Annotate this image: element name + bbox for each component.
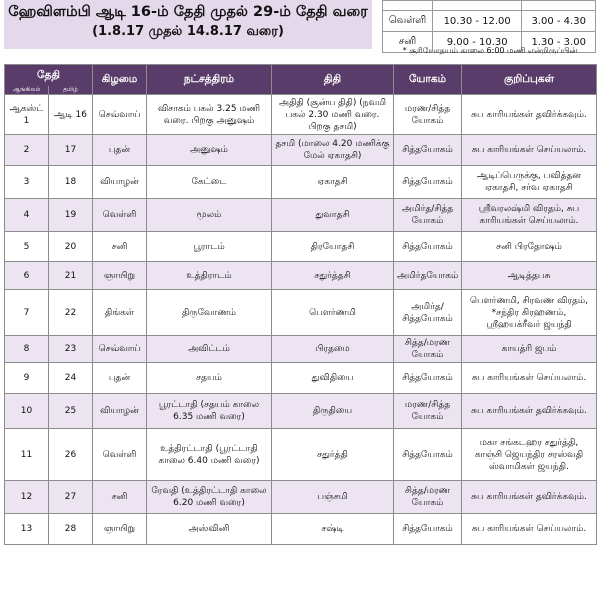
time-slot-cell	[522, 1, 596, 11]
tamil-date-cell: 20	[49, 232, 93, 262]
yogam-cell: சித்த/மரண யோகம்	[394, 336, 462, 363]
notes-cell: சுப காரியங்கள் செய்யலாம்.	[462, 135, 597, 166]
column-header-date: தேதி	[5, 65, 93, 86]
tithi-cell: திருதியை	[272, 394, 394, 429]
tithi-cell: துவாதசி	[272, 199, 394, 232]
table-row	[5, 166, 597, 199]
tithi-cell: தசமி (மாலை 4.20 மணிக்கு மேல் ஏகாதசி)	[272, 135, 394, 166]
tithi-cell: திரயோதசி	[272, 232, 394, 262]
column-subheader-english-date: ஆங்கிலம்	[5, 86, 49, 95]
time-slot-cell: 9.00 - 10.30	[433, 32, 522, 53]
star-cell: திருவோணம்	[147, 290, 272, 336]
time-row	[383, 1, 596, 11]
calendar-table	[4, 64, 597, 545]
time-slot-cell: 3.00 - 4.30	[522, 11, 596, 32]
table-row	[5, 290, 597, 336]
yogam-cell: அமிர்தயோகம்	[394, 262, 462, 290]
tithi-cell: பௌர்ணமி	[272, 290, 394, 336]
table-row	[5, 336, 597, 363]
star-cell: உத்திரட்டாதி (பூரட்டாதி காலை 6.40 மணி வரை)	[147, 429, 272, 481]
star-cell: அவிட்டம்	[147, 336, 272, 363]
time-slot-cell: 1.30 - 3.00	[522, 32, 596, 53]
tithi-cell: சதுர்த்தி	[272, 429, 394, 481]
tamil-date-cell: 26	[49, 429, 93, 481]
time-day-cell: சனி	[383, 32, 433, 53]
time-day-cell	[383, 1, 433, 11]
tithi-cell: சஷ்டி	[272, 514, 394, 545]
yogam-cell: சித்தயோகம்	[394, 232, 462, 262]
notes-cell: சனி பிரதோஷம்	[462, 232, 597, 262]
time-day-cell: வெள்ளி	[383, 11, 433, 32]
star-cell: உத்திராடம்	[147, 262, 272, 290]
table-row	[5, 262, 597, 290]
yogam-cell: சித்தயோகம்	[394, 166, 462, 199]
tamil-date-cell: 19	[49, 199, 93, 232]
day-cell: புதன்	[93, 363, 147, 394]
notes-cell: சுப காரியங்கள் தவிர்க்கவும்.	[462, 481, 597, 514]
yogam-cell: சித்தயோகம்	[394, 363, 462, 394]
day-cell: வெள்ளி	[93, 199, 147, 232]
day-cell: வியாழன்	[93, 394, 147, 429]
tithi-cell: சதுர்த்தசி	[272, 262, 394, 290]
yogam-cell: அமிர்த/ சித்தயோகம்	[394, 290, 462, 336]
english-date-cell: 12	[5, 481, 49, 514]
yogam-cell: மரண/சித்த யோகம்	[394, 394, 462, 429]
column-header-day: கிழமை	[93, 65, 147, 95]
table-row	[5, 199, 597, 232]
title-box	[4, 0, 372, 49]
column-header-tithi: திதி	[272, 65, 394, 95]
yogam-cell: சித்த/மரண யோகம்	[394, 481, 462, 514]
notes-cell: காயத்ரி ஜபம்	[462, 336, 597, 363]
table-row	[5, 394, 597, 429]
english-date-cell: 11	[5, 429, 49, 481]
star-cell: அஸ்வினி	[147, 514, 272, 545]
table-row	[5, 232, 597, 262]
yogam-cell: அமிர்த/சித்த யோகம்	[394, 199, 462, 232]
tamil-date-cell: 23	[49, 336, 93, 363]
table-row	[5, 363, 597, 394]
tamil-date-cell: 28	[49, 514, 93, 545]
page-subtitle: (1.8.17 முதல் 14.8.17 வரை)	[92, 24, 284, 39]
day-cell: புதன்	[93, 135, 147, 166]
yogam-cell: சித்தயோகம்	[394, 429, 462, 481]
yogam-cell: சித்தயோகம்	[394, 135, 462, 166]
tamil-date-cell: 18	[49, 166, 93, 199]
day-cell: செவ்வாய்	[93, 95, 147, 135]
day-cell: ஞாயிறு	[93, 262, 147, 290]
table-row	[5, 481, 597, 514]
tamil-date-cell: 25	[49, 394, 93, 429]
english-date-cell: 4	[5, 199, 49, 232]
star-cell: கேட்டை	[147, 166, 272, 199]
tithi-cell: அதிதி (சூன்ய திதி) (நவமி பகல் 2.30 மணி வரை. பிறகு தசமி)	[272, 95, 394, 135]
english-date-cell: 10	[5, 394, 49, 429]
english-date-cell: 6	[5, 262, 49, 290]
column-header-notes: குறிப்புகள்	[462, 65, 597, 95]
tithi-cell: பிரதமை	[272, 336, 394, 363]
tamil-date-cell: ஆடி 16	[49, 95, 93, 135]
english-date-cell: 2	[5, 135, 49, 166]
english-date-cell: 9	[5, 363, 49, 394]
day-cell: சனி	[93, 481, 147, 514]
notes-cell: ஆடித்தபசு	[462, 262, 597, 290]
day-cell: செவ்வாய்	[93, 336, 147, 363]
notes-cell: சுப காரியங்கள் தவிர்க்கவும்.	[462, 394, 597, 429]
english-date-cell: 5	[5, 232, 49, 262]
tithi-cell: பஞ்சமி	[272, 481, 394, 514]
day-cell: திங்கள்	[93, 290, 147, 336]
time-row	[383, 11, 596, 32]
notes-cell: மகா சங்கடஹர சதுர்த்தி, காஞ்சி ஜெயந்திர சரஸ்வதி ஸ்வாமிகள் ஜயந்தி.	[462, 429, 597, 481]
day-cell: ஞாயிறு	[93, 514, 147, 545]
column-header-star: நட்சத்திரம்	[147, 65, 272, 95]
table-row	[5, 429, 597, 481]
star-cell: பூராடம்	[147, 232, 272, 262]
star-cell: மூலம்	[147, 199, 272, 232]
notes-cell: ஆடிப்பெருக்கு, பவித்தன ஏகாதசி, சர்வ ஏகாதசி	[462, 166, 597, 199]
day-cell: சனி	[93, 232, 147, 262]
page-title: ஹேவிளம்பி ஆடி 16-ம் தேதி முதல் 29-ம் தேதி வரை	[8, 4, 368, 20]
day-cell: வியாழன்	[93, 166, 147, 199]
star-cell: விசாகம் பகல் 3.25 மணி வரை. பிறகு அனுஷம்	[147, 95, 272, 135]
column-header-yogam: யோகம்	[394, 65, 462, 95]
tamil-date-cell: 24	[49, 363, 93, 394]
tamil-date-cell: 27	[49, 481, 93, 514]
tamil-date-cell: 21	[49, 262, 93, 290]
tamil-date-cell: 17	[49, 135, 93, 166]
sunrise-footnote: * சூரியோதயம் காலை 6:00 மணி என்றிருப்பின்	[402, 46, 578, 55]
english-date-cell: ஆகஸ்ட் 1	[5, 95, 49, 135]
notes-cell: சுப காரியங்கள் செய்யலாம்.	[462, 363, 597, 394]
english-date-cell: 8	[5, 336, 49, 363]
notes-cell: சுப காரியங்கள் செய்யலாம்.	[462, 514, 597, 545]
tithi-cell: துவிதியை	[272, 363, 394, 394]
tamil-date-cell: 22	[49, 290, 93, 336]
english-date-cell: 13	[5, 514, 49, 545]
star-cell: சதயம்	[147, 363, 272, 394]
yogam-cell: சித்தயோகம்	[394, 514, 462, 545]
english-date-cell: 7	[5, 290, 49, 336]
star-cell: ரேவதி (உத்திரட்டாதி காலை 6.20 மணி வரை)	[147, 481, 272, 514]
time-slot-cell	[433, 1, 522, 11]
star-cell: பூரட்டாதி (சதயம் காலை 6.35 மணி வரை)	[147, 394, 272, 429]
table-row	[5, 95, 597, 135]
column-subheader-tamil-date: தமிழ்	[49, 86, 93, 95]
time-slot-cell: 10.30 - 12.00	[433, 11, 522, 32]
notes-cell: சுப காரியங்கள் தவிர்க்கவும்.	[462, 95, 597, 135]
yogam-cell: மரண/சித்த யோகம்	[394, 95, 462, 135]
star-cell: அனுஷம்	[147, 135, 272, 166]
tithi-cell: ஏகாதசி	[272, 166, 394, 199]
table-row	[5, 135, 597, 166]
table-row	[5, 514, 597, 545]
notes-cell: ஸ்ரீவரலஷ்மி விரதம், சுப காரியங்கள் செய்யலாம்.	[462, 199, 597, 232]
english-date-cell: 3	[5, 166, 49, 199]
notes-cell: பௌர்ணமி, சிரவண விரதம், *சந்திர கிரஹணம், ஸ்ரீஹயக்ரீவர் ஜயந்தி	[462, 290, 597, 336]
day-cell: வெள்ளி	[93, 429, 147, 481]
